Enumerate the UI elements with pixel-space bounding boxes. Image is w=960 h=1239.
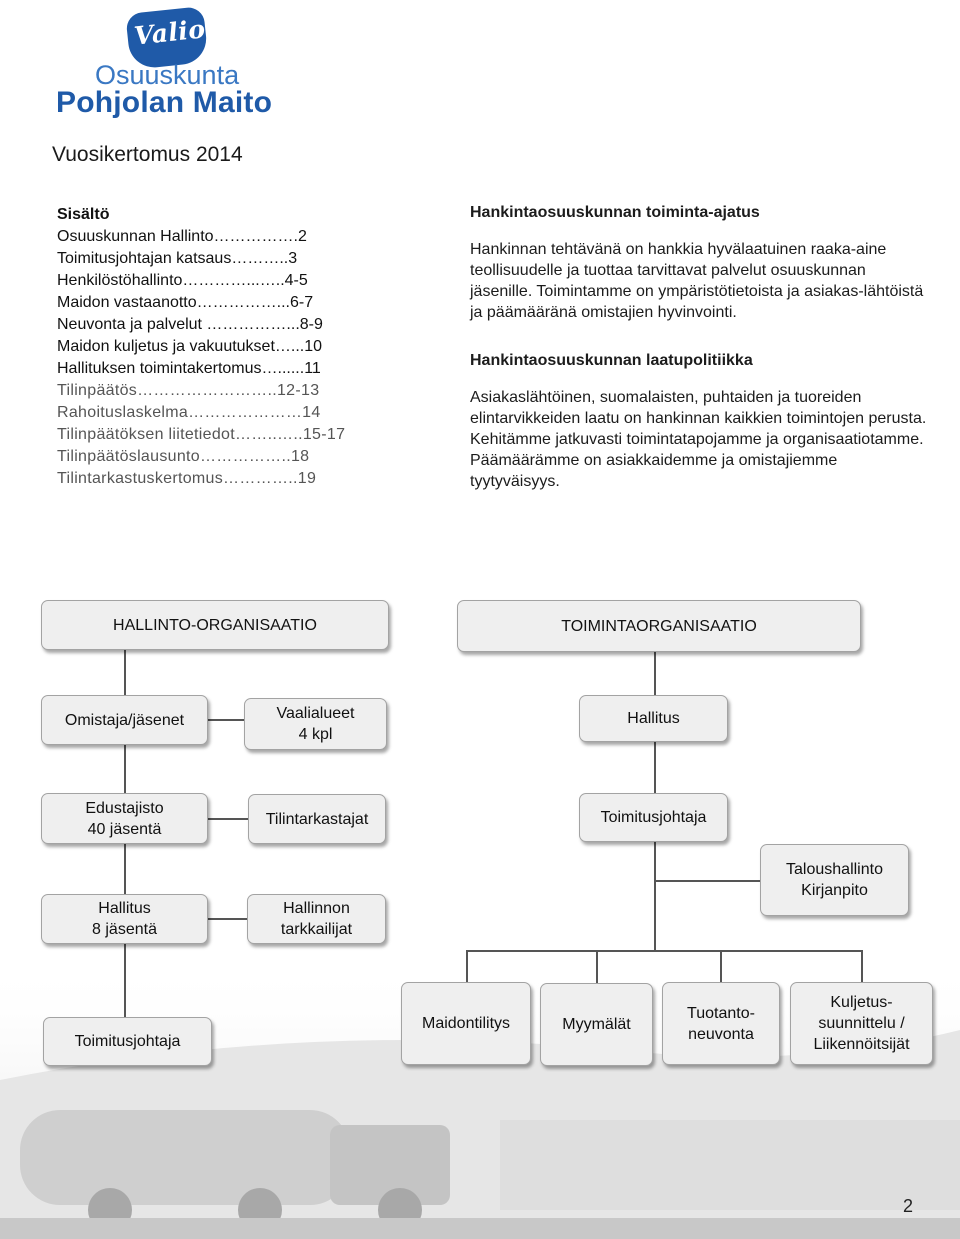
ceo-box-right: Toimitusjohtaja [579, 793, 728, 842]
connector-line [124, 844, 126, 894]
toc-item[interactable]: Henkilöstöhallinto…………...…..4-5 [57, 272, 308, 289]
connector-line [720, 950, 722, 982]
toc-item[interactable]: Maidon vastaanotto……………...6-7 [57, 294, 314, 311]
toc-item[interactable]: Tilinpäätöksen liitetiedot……..…..15-17 [57, 426, 346, 443]
table-of-contents [57, 204, 345, 490]
connector-line [655, 880, 760, 882]
connector-line [124, 745, 126, 793]
connector-line [208, 719, 244, 721]
administrative-supervisors-box: Hallinnon tarkkailijat [247, 894, 386, 944]
mission-heading: Hankintaosuuskunnan toiminta-ajatus [470, 204, 760, 221]
toc-heading: Sisältö [57, 206, 110, 223]
connector-line [596, 950, 598, 983]
toc-item[interactable]: Hallituksen toimintakertomus…......11 [57, 360, 321, 377]
mission-body: Hankinnan tehtävänä on hankkia hyvälaatuinen raaka-aine teollisuudelle ja tuottaa tarvittavat palvelut osuuskunnan jäsenille. Toimintamme on ympäristötietoista ja asiakas-lähtöistä ja päämääränä omistajien hyvinvointi. [470, 241, 924, 321]
connector-line [124, 944, 126, 1017]
connector-line [124, 650, 126, 695]
financial-management-box: Taloushallinto Kirjanpito [760, 844, 909, 916]
toc-item[interactable]: Neuvonta ja palvelut ……………...8-9 [57, 316, 323, 333]
logo-osuuskunta: Osuuskunta [95, 60, 240, 90]
connector-line [466, 950, 862, 952]
toc-item[interactable]: Maidon kuljetus ja vakuutukset…...10 [57, 338, 323, 355]
shops-box: Myymälät [540, 983, 653, 1066]
connector-line [654, 652, 656, 695]
auditors-box: Tilintarkastajat [248, 794, 386, 844]
quality-policy-heading: Hankintaosuuskunnan laatupolitiikka [470, 352, 753, 369]
valio-logo-text: Valio [132, 14, 207, 51]
connector-line [654, 842, 656, 950]
document-title: Vuosikertomus 2014 [52, 143, 243, 166]
connector-line [208, 818, 248, 820]
board-members-box: Hallitus 8 jäsentä [41, 894, 208, 944]
milk-accounting-box: Maidontilitys [401, 982, 531, 1065]
toc-item[interactable]: Toimitusjohtajan katsaus………..3 [57, 250, 298, 267]
toc-item[interactable]: Tilintarkastuskertomus…………..19 [57, 470, 317, 487]
connector-line [861, 950, 863, 982]
transport-planning-box: Kuljetus- suunnittelu / Liikennöitsijät [790, 982, 933, 1065]
hallinto-organisaatio-header: HALLINTO-ORGANISAATIO [41, 600, 389, 650]
toc-item[interactable]: Osuuskunnan Hallinto…………….2 [57, 228, 307, 245]
electoral-regions-box: Vaalialueet 4 kpl [244, 698, 387, 750]
owners-members-box: Omistaja/jäsenet [41, 695, 208, 745]
logo-pohjolan-maito: Pohjolan Maito [56, 86, 273, 119]
toc-item[interactable]: Rahoituslaskelma…………………14 [57, 404, 321, 421]
representatives-box: Edustajisto 40 jäsentä [41, 793, 208, 844]
page-number: 2 [902, 1196, 913, 1216]
connector-line [654, 742, 656, 793]
ceo-box-left: Toimitusjohtaja [43, 1017, 212, 1066]
quality-policy-body: Asiakaslähtöinen, suomalaisten, puhtaiden ja tuoreiden elintarvikkeiden laatu on hankinnan kaikkien toimintojen perusta. Kehitämme jatkuvasti toimintatapojamme ja organisaatiotamme. Päämäärämme on asiakkaidemme ja omistajiemme tyytyväisyys. [470, 389, 927, 490]
toc-item[interactable]: Tilinpäätös……………………..12-13 [57, 382, 320, 399]
toimintaorganisaatio-header: TOIMINTAORGANISAATIO [457, 600, 861, 652]
production-advisory-box: Tuotanto- neuvonta [662, 982, 780, 1065]
mission-and-quality-text [470, 202, 930, 492]
board-box-right: Hallitus [579, 695, 728, 742]
toc-item[interactable]: Tilinpäätöslausunto……………..18 [57, 448, 310, 465]
connector-line [466, 950, 468, 982]
connector-line [208, 918, 248, 920]
